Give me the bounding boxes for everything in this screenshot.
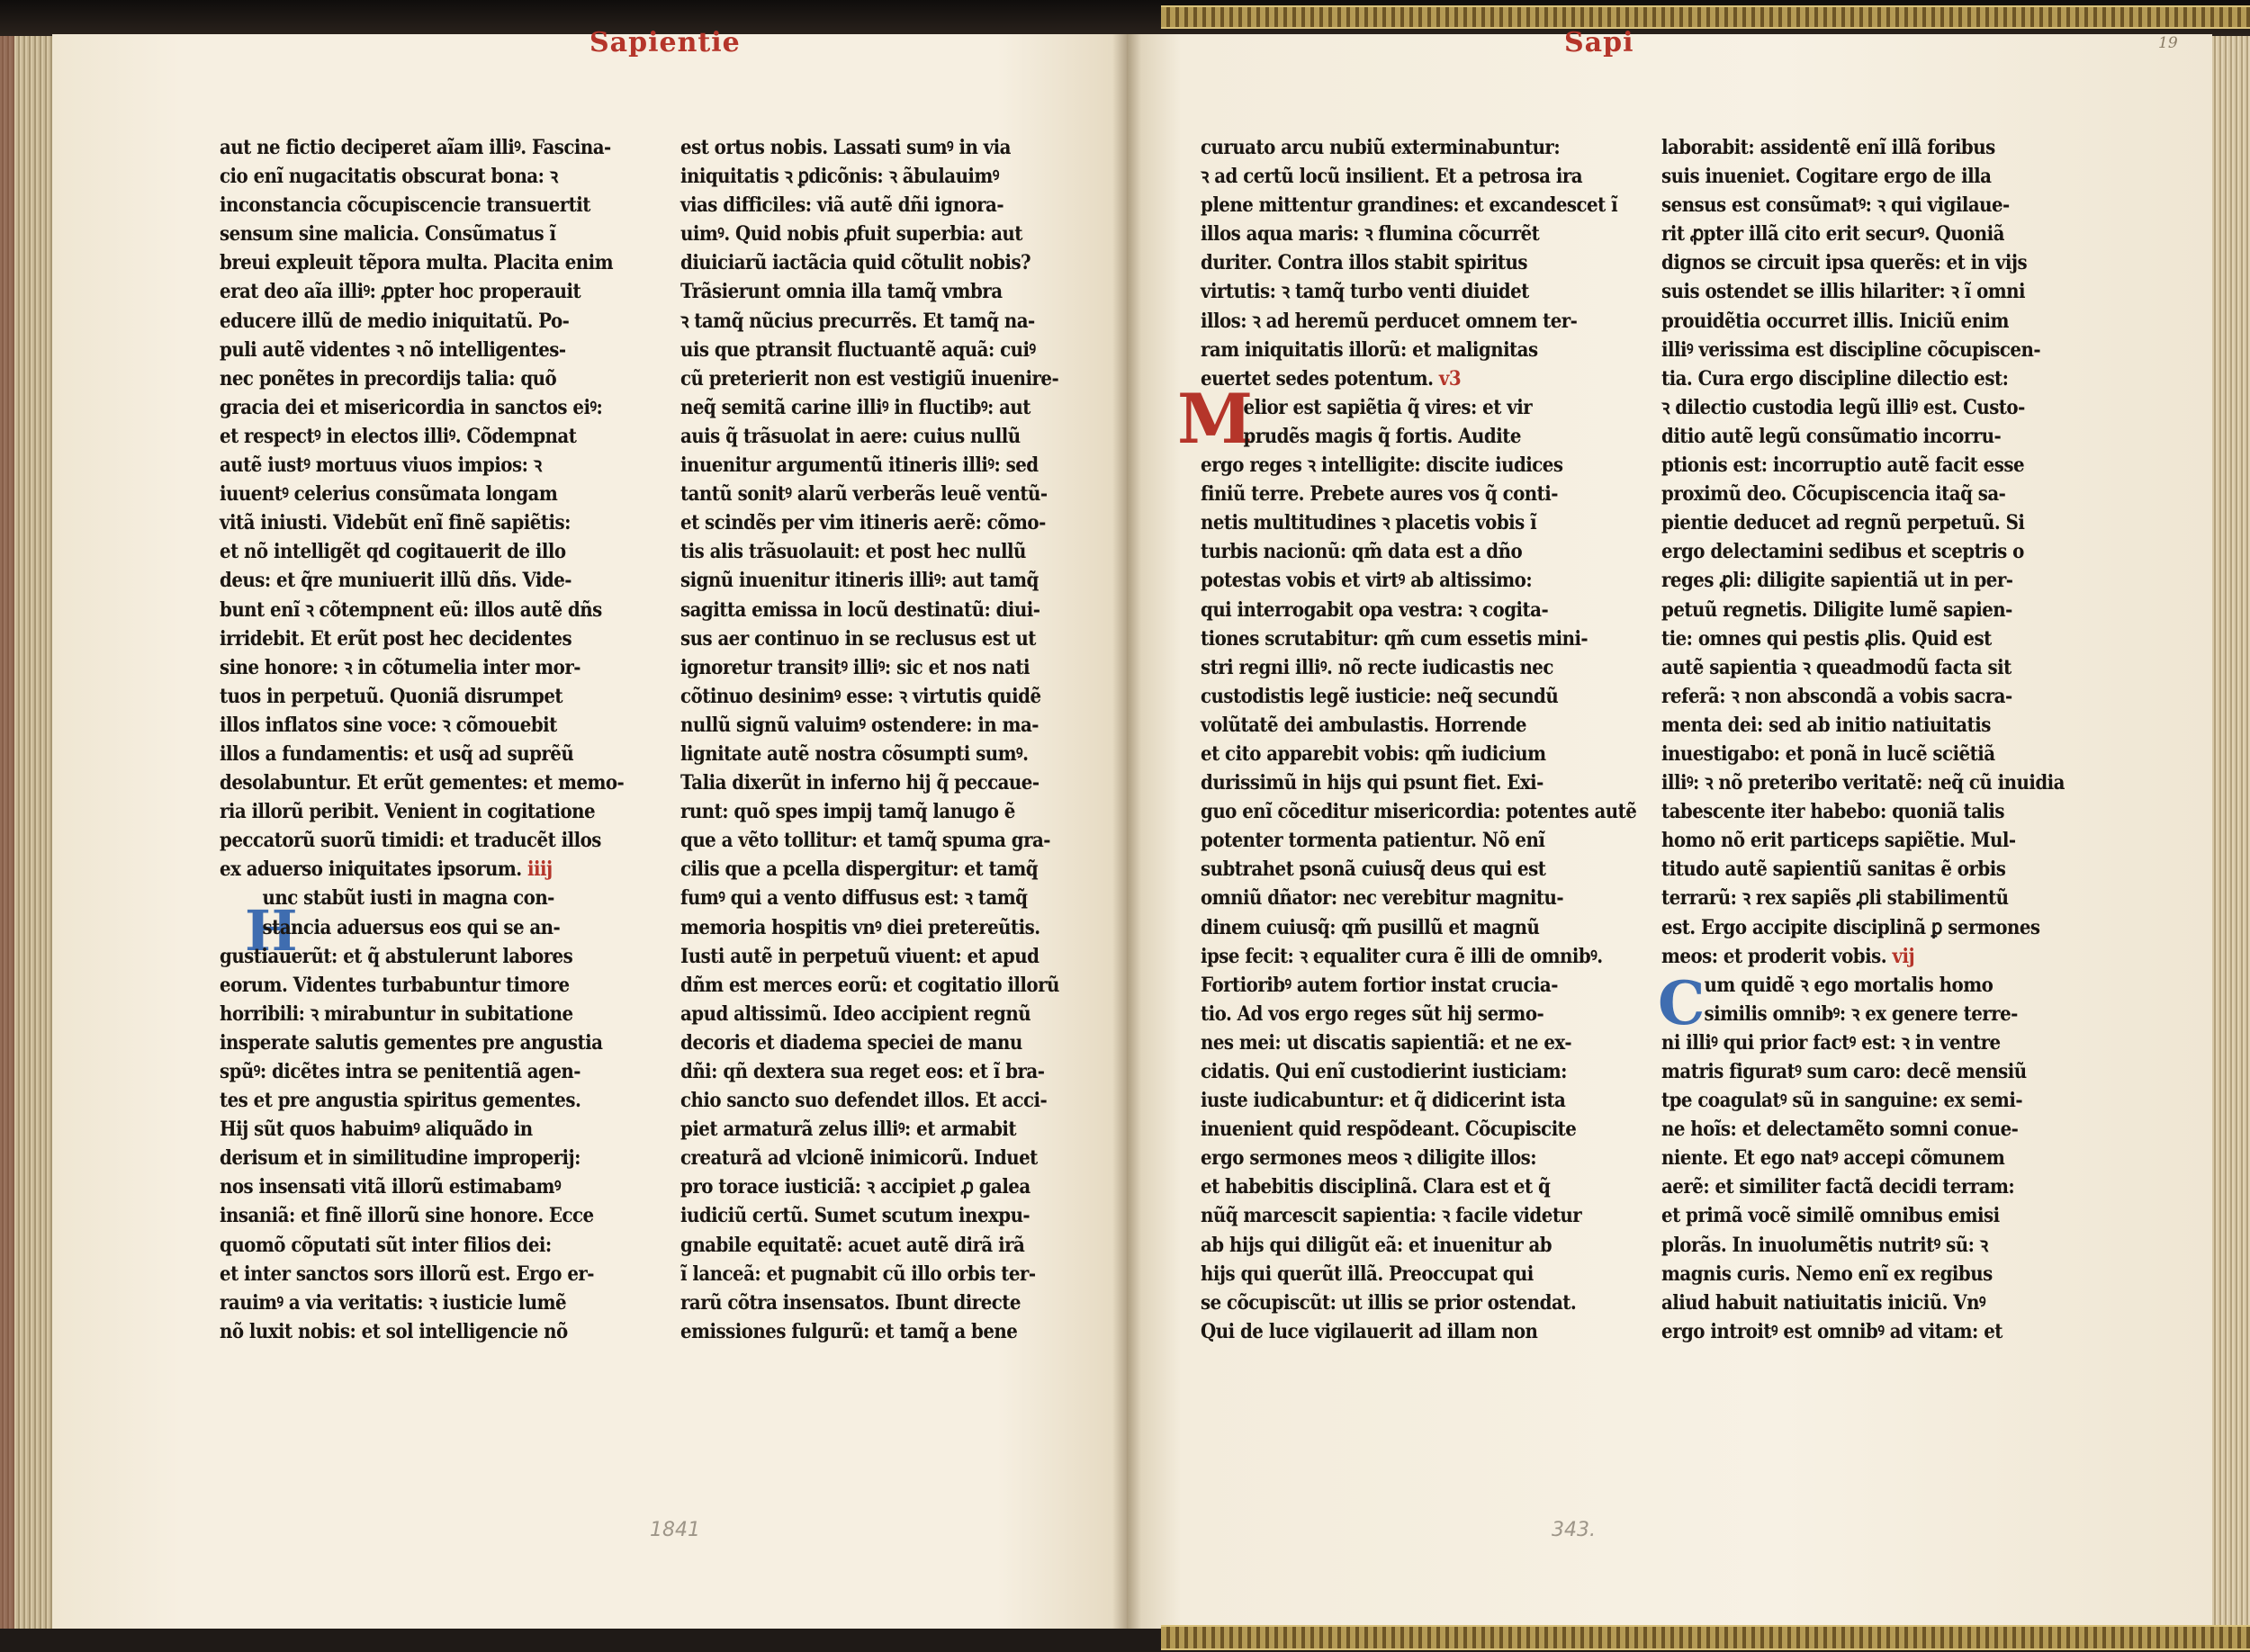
text-line: sagitta emissa in locũ destinatũ: diui- (680, 597, 1040, 622)
gilt-edge-bottom (1161, 1625, 2250, 1650)
text-column-4 (1661, 133, 2065, 1346)
text-line: tantũ sonitꝰ alarũ verberãs leuẽ ventũ- (680, 482, 1048, 507)
text-line: gnabile equitatẽ: acuet autẽ dirã irã (680, 1233, 1025, 1257)
text-line: nullũ signũ valuimꝰ ostendere: in ma- (680, 713, 1039, 737)
text-line: et scindẽs per vim itineris aerẽ: cõmo- (680, 511, 1046, 535)
text-line: reges ꝓli: diligite sapientiã ut in per- (1661, 569, 2013, 593)
text-line: sensus est consũmatꝰ: ꝛ qui vigilaue- (1661, 193, 2010, 218)
text-line: gracia dei et misericordia in sanctos eiꝰ: (220, 395, 603, 419)
text-line: diuiciarũ iactãcia quid cõtulit nobis? (680, 251, 1031, 275)
text-line: qui interrogabit opa vestra: ꝛ cogita- (1201, 597, 1549, 622)
text-line: autẽ iustꝰ mortuus viuos impios: ꝛ (220, 453, 542, 478)
text-line: cũ preterierit non est vestigiũ inuenire- (680, 366, 1059, 391)
text-line: dignos se circuit ipsa querẽs: et in vijs (1661, 251, 2028, 275)
text-line: insaniã: et finẽ illorũ sine honore. Ecce (220, 1204, 594, 1228)
text-line: runt: quõ spes impij tamq̃ lanugo ẽ (680, 800, 1015, 824)
text-line: fumꝰ qui a vento diffusus est: ꝛ tamq̃ (680, 886, 1028, 911)
text-line: omniũ dñator: nec verebitur magnitu- (1201, 886, 1564, 911)
text-line: vias difficiles: viã autẽ dñi ignora- (680, 193, 1004, 218)
text-line: inuenitur argumentũ itineris illiꝰ: sed (680, 453, 1039, 478)
text-line: hijs qui querũt illã. Preoccupat qui (1201, 1261, 1534, 1286)
text-line: insperate salutis gementes pre angustia (220, 1030, 603, 1055)
text-line: iuste iudicabuntur: et q̃ didicerint ista (1201, 1089, 1566, 1113)
text-line: eorum. Videntes turbabuntur timore (220, 973, 570, 997)
text-line: est. Ergo accipite disciplinã ꝑ sermones (1661, 915, 2040, 939)
text-line: laborabit: assidentẽ enĩ illã foribus (1661, 136, 1995, 159)
text-line: terrarũ: ꝛ rex sapiẽs ꝓli stabilimentũ (1661, 886, 2009, 911)
text-line: apud altissimũ. Ideo accipient regnũ (680, 1001, 1031, 1026)
running-head-right: Sapi (1564, 27, 1634, 58)
text-line: illiꝰ: ꝛ nõ preteribo veritatẽ: neq̃ cũ inuidia (1661, 771, 2065, 795)
text-line: curuato arcu nubiũ exterminabuntur: (1201, 136, 1561, 159)
text-line: ꝛ ad certũ locũ insilient. Et a petrosa ira (1201, 165, 1583, 189)
text-line: Qui de luce vigilauerit ad illam non (1201, 1319, 1538, 1343)
text-line: suis inueniet. Cogitare ergo de illa (1661, 165, 1992, 189)
text-line: et nõ intelligẽt qd cogitauerit de illo (220, 540, 566, 564)
text-line: memoria hospitis vnꝰ diei pretereũtis. (680, 915, 1040, 939)
text-line: menta dei: sed ab initio natiuitatis (1661, 713, 1991, 737)
text-line: ergo sermones meos ꝛ diligite illos: (1201, 1146, 1537, 1171)
text-line: um quidẽ ꝛ ego mortalis homo (1704, 973, 1994, 997)
text-line: Fortioribꝰ autem fortior instat crucia- (1201, 973, 1558, 997)
text-line: desolabuntur. Et erũt gementes: et memo- (220, 771, 625, 795)
text-line: et respectꝰ in electos illiꝰ. Cõdempnat (220, 424, 577, 448)
text-line: et cito apparebit vobis: qm̃ iudicium (1201, 741, 1546, 766)
book-gutter (1112, 34, 1141, 1629)
text-line: proximũ deo. Cõcupiscencia itaq̃ sa- (1661, 482, 2006, 507)
text-line: neq̃ semitã carine illiꝰ in fluctibꝰ: aut (680, 395, 1030, 419)
text-line: ni illiꝰ qui prior factꝰ est: ꝛ in ventre (1661, 1030, 2001, 1055)
text-line: erat deo aĩa illiꝰ: ꝓpter hoc properauit (220, 280, 581, 304)
text-line: niente. Et ego natꝰ accepi cõmunem (1661, 1146, 2005, 1171)
text-line: potenter tormenta patientur. Nõ enĩ (1201, 829, 1545, 853)
initial-c: C (1658, 968, 1706, 1038)
page-edges-left (0, 36, 56, 1629)
text-line: pro torace iusticiã: ꝛ accipiet ꝓ galea (680, 1175, 1030, 1199)
text-line: finiũ terre. Prebete aures vos q̃ conti- (1201, 482, 1558, 507)
text-line: ex aduerso iniquitates ipsorum. iiij (220, 857, 553, 882)
text-line: piet armaturã zelus illiꝰ: et armabit (680, 1118, 1017, 1142)
text-line: stri regni illiꝰ. nõ recte iudicastis nec (1201, 655, 1553, 679)
text-line: referã: ꝛ non abscondã a vobis sacra- (1661, 684, 2012, 708)
text-line: turbis nacionũ: qm̃ data est a dño (1201, 540, 1523, 564)
text-line: nes mei: ut discatis sapientiã: et ne ex- (1201, 1030, 1572, 1055)
text-line: plene mittentur grandines: et excandescet ĩ (1201, 193, 1618, 218)
text-line: tes et pre angustia spiritus gementes. (220, 1089, 581, 1113)
text-line: cidatis. Qui enĩ custodierint iusticiam: (1201, 1060, 1567, 1083)
text-line: nos insensati vitã illorũ estimabamꝰ (220, 1175, 562, 1199)
text-line: ram iniquitatis illorũ: et malignitas (1201, 337, 1538, 362)
text-line: auis q̃ trãsuolat in aere: cuius nullũ (680, 424, 1021, 448)
text-line: tabescente iter habebo: quoniã talis (1661, 800, 2005, 824)
text-line: inuenient quid respõdeant. Cõcupiscite (1201, 1118, 1577, 1142)
text-line: durissimũ in hijs qui psunt fiet. Exi- (1201, 771, 1544, 795)
text-line: rauimꝰ a via veritatis: ꝛ iusticie lumẽ (220, 1290, 567, 1315)
text-line: et primã vocẽ similẽ omnibus emisi (1661, 1204, 2000, 1228)
text-line: tia. Cura ergo discipline dilectio est: (1661, 366, 2009, 391)
text-line: similis omnibꝰ: ꝛ ex genere terre- (1704, 1001, 2018, 1026)
pencil-note-left: 1841 (650, 1519, 700, 1541)
text-line: dñi: qñ dextera sua reget eos: et ĩ bra- (680, 1060, 1045, 1083)
text-line: est ortus nobis. Lassati sumꝰ in via (680, 136, 1011, 159)
text-line: illos a fundamentis: et usq̃ ad suprẽũ (220, 741, 574, 766)
text-line: illos aqua maris: ꝛ flumina cõcurrẽt (1201, 222, 1540, 247)
text-line: chio sancto suo defendet illos. Et acci- (680, 1089, 1048, 1113)
text-line: netis multitudines ꝛ placetis vobis ĩ (1201, 511, 1537, 535)
text-line: volũtatẽ dei ambulastis. Horrende (1201, 713, 1527, 737)
chapter-number: vij (1892, 944, 1915, 968)
text-line: sensum sine malicia. Consũmatus ĩ (220, 222, 556, 247)
text-line: aut ne fictio deciperet aĩam illiꝰ. Fascina- (220, 136, 611, 159)
text-line: tpe coagulatꝰ sũ in sanguine: ex semi- (1661, 1089, 2023, 1113)
text-line: vitã iniusti. Videbũt enĩ finẽ sapiẽtis: (220, 511, 571, 535)
text-line: que a vẽto tollitur: et tamq̃ spuma gra- (680, 829, 1050, 853)
text-line: inuestigabo: et ponã in lucẽ sciẽtiã (1661, 741, 1995, 766)
text-line: homo nõ erit particeps sapiẽtie. Mul- (1661, 829, 2016, 853)
text-line: gustiauerũt: et q̃ abstulerunt labores (220, 944, 573, 968)
text-line: iuuentꝰ celerius consũmata longam (220, 482, 558, 507)
text-line: bunt enĩ ꝛ cõtempnent eũ: illos autẽ dñs (220, 597, 602, 622)
text-line: puli autẽ videntes ꝛ nõ intelligentes- (220, 337, 566, 362)
text-line: emissiones fulgurũ: et tamq̃ a bene (680, 1319, 1018, 1343)
text-line: ergo reges ꝛ intelligite: discite iudices (1201, 453, 1563, 478)
text-line: dñm est merces eorũ: et cogitatio illorũ (680, 973, 1059, 997)
text-column-2 (680, 133, 1058, 1346)
text-line: uimꝰ. Quid nobis ꝓfuit superbia: aut (680, 222, 1022, 247)
text-line: quomõ cõputati sũt inter filios dei: (220, 1233, 552, 1257)
text-line: cio enĩ nugacitatis obscurat bona: ꝛ (220, 165, 558, 189)
text-line: tis alis trãsuolauit: et post hec nullũ (680, 540, 1026, 564)
text-line: signũ inuenitur itineris illiꝰ: aut tamq̃ (680, 569, 1039, 593)
text-line: se cõcupiscũt: ut illis se prior ostendat. (1201, 1290, 1577, 1315)
text-line: decoris et diadema speciei de manu (680, 1030, 1022, 1055)
text-line: sine honore: ꝛ in cõtumelia inter mor- (220, 655, 580, 679)
text-line: tio. Ad vos ergo reges sũt hij sermo- (1201, 1001, 1544, 1026)
text-line: Iusti autẽ in perpetuũ viuent: et apud (680, 944, 1040, 968)
text-line: spũꝰ: dicẽtes intra se penitentiã agen- (220, 1060, 581, 1083)
text-line: illos: ꝛ ad heremũ perducet omnem ter- (1201, 309, 1578, 333)
text-line: cõtinuo desinimꝰ esse: ꝛ virtutis quidẽ (680, 684, 1041, 708)
text-line: illos inflatos sine voce: ꝛ cõmouebit (220, 713, 557, 737)
text-line: petuũ regnetis. Diligite lumẽ sapien- (1661, 597, 2012, 622)
text-line: euertet sedes potentum. v3 (1201, 366, 1462, 391)
text-line: ꝛ dilectio custodia legũ illiꝰ est. Custo- (1661, 395, 2025, 419)
text-line: peccatorũ suorũ timidi: et traducẽt illos (220, 829, 601, 853)
text-line: potestas vobis et virtꝰ ab altissimo: (1201, 569, 1533, 593)
text-line: ignoretur transitꝰ illiꝰ: sic et nos nati (680, 655, 1030, 679)
text-line: et habebitis disciplinã. Clara est et q̃ (1201, 1175, 1551, 1199)
text-line: custodistis legẽ iusticie: neq̃ secundũ (1201, 684, 1559, 708)
text-line: breui expleuit tẽpora multa. Placita enim (220, 251, 614, 275)
text-line: prudẽs magis q̃ fortis. Audite (1243, 424, 1521, 448)
text-line: pientie deducet ad regnũ perpetuũ. Si (1661, 511, 2025, 535)
text-line: ditio autẽ legũ consũmatio incorru- (1661, 424, 2002, 448)
text-line: dinem cuiusq̃: qm̃ pusillũ et magnũ (1201, 915, 1540, 939)
initial-h: H (245, 898, 298, 964)
chapter-number: v3 (1438, 366, 1462, 391)
text-line: unc stabũt iusti in magna con- (262, 886, 554, 911)
text-line: ꝛ tamq̃ nũcius precurrẽs. Et tamq̃ na- (680, 309, 1035, 333)
text-line: educere illũ de medio iniquitatũ. Po- (220, 309, 570, 333)
text-line: meos: et proderit vobis. vij (1661, 944, 1915, 968)
text-line: derisum et in similitudine improperij: (220, 1146, 580, 1171)
text-column-3 (1201, 133, 1637, 1346)
text-line: aliud habuit natiuitatis iniciũ. Vnꝰ (1661, 1290, 1986, 1315)
folio-number: 19 (2158, 34, 2178, 52)
text-line: ergo delectamini sedibus et sceptris o (1661, 540, 2024, 564)
text-line: duriter. Contra illos stabit spiritus (1201, 251, 1527, 275)
gilt-edge-top (1161, 5, 2250, 29)
text-line: horribili: ꝛ mirabuntur in subitatione (220, 1001, 573, 1026)
text-line: plorãs. In inuolumẽtis nutritꝰ sũ: ꝛ (1661, 1233, 1988, 1257)
text-line: guo enĩ cõceditur misericordia: potentes autẽ (1201, 800, 1637, 824)
text-line: nũq̃ marcescit sapientia: ꝛ facile videtur (1201, 1204, 1582, 1228)
text-line: stancia aduersus eos qui se an- (262, 915, 561, 939)
text-line: lignitate autẽ nostra cõsumpti sumꝰ. (680, 741, 1029, 766)
text-line: magnis curis. Nemo enĩ ex regibus (1661, 1261, 1993, 1286)
text-column-1 (220, 133, 625, 1346)
text-line: Trãsierunt omnia illa tamq̃ vmbra (680, 280, 1003, 304)
text-line: rit ꝓpter illã cito erit securꝰ. Quoniã (1661, 222, 2004, 247)
text-line: nõ luxit nobis: et sol intelligencie nõ (220, 1319, 568, 1343)
initial-m: M (1177, 379, 1254, 459)
text-line: tie: omnes qui pestis ꝓlis. Quid est (1661, 626, 1992, 651)
text-line: sus aer continuo in se reclusus est ut (680, 626, 1036, 651)
text-line: elior est sapiẽtia q̃ vires: et vir (1243, 395, 1533, 419)
text-line: Talia dixerũt in inferno hij q̃ peccaue- (680, 771, 1040, 795)
text-line: ab hijs qui diligũt eã: et inuenitur ab (1201, 1233, 1552, 1257)
text-line: tiones scrutabitur: qm̃ cum essetis mini- (1201, 626, 1588, 651)
text-line: rarũ cõtra insensatos. Ibunt directe (680, 1290, 1022, 1315)
page-edges-right (2212, 36, 2250, 1629)
text-line: iniquitatis ꝛ ꝑdicõnis: ꝛ ãbulauimꝰ (680, 165, 999, 189)
text-line: creaturã ad vlcionẽ inimicorũ. Induet (680, 1146, 1038, 1171)
text-line: ne hoĩs: et delectamẽto somni conue- (1661, 1118, 2019, 1142)
text-line: ria illorũ peribit. Venient in cogitatione (220, 800, 596, 824)
text-line: ergo introitꝰ est omnibꝰ ad vitam: et (1661, 1319, 2002, 1343)
text-line: ipse fecit: ꝛ equaliter cura ẽ illi de omnibꝰ. (1201, 944, 1603, 968)
text-line: subtrahet psonã cuiusq̃ deus qui est (1201, 857, 1546, 882)
text-line: Hij sũt quos habuimꝰ aliquãdo in (220, 1118, 533, 1142)
pencil-note-right: 343. (1552, 1519, 1596, 1541)
text-line: iudiciũ certũ. Sumet scutum inexpu- (680, 1204, 1030, 1228)
text-line: irridebit. Et erũt post hec decidentes (220, 626, 572, 651)
chapter-number: iiij (526, 857, 553, 882)
text-line: matris figuratꝰ sum caro: decẽ mensiũ (1661, 1060, 2027, 1083)
text-line: aerẽ: et similiter factã decidi terram: (1661, 1175, 2015, 1199)
text-line: et inter sanctos sors illorũ est. Ergo er- (220, 1261, 594, 1286)
text-line: deus: et q̃re muniuerit illũ dñs. Vide- (220, 569, 572, 593)
text-line: prouidẽtia occurret illis. Iniciũ enim (1661, 309, 2009, 333)
running-head-left: Sapientie (590, 27, 741, 58)
text-line: suis ostendet se illis hilariter: ꝛ ĩ omni (1661, 280, 2026, 304)
text-line: ĩ lanceã: et pugnabit cũ illo orbis ter- (680, 1261, 1036, 1286)
text-line: autẽ sapientia ꝛ queadmodũ facta sit (1661, 655, 2012, 679)
text-line: ptionis est: incorruptio autẽ facit esse (1661, 453, 2025, 478)
text-line: cilis que a pcella dispergitur: et tamq̃ (680, 857, 1039, 882)
text-line: virtutis: ꝛ tamq̃ turbo venti diuidet (1201, 280, 1529, 304)
text-line: inconstancia cõcupiscencie transuertit (220, 193, 590, 218)
text-line: titudo autẽ sapientiũ sanitas ẽ orbis (1661, 857, 2006, 882)
text-line: uis que ptransit fluctuantẽ aquã: cuiꝰ (680, 337, 1036, 362)
text-line: tuos in perpetuũ. Quoniã disrumpet (220, 684, 563, 708)
text-line: illiꝰ verissima est discipline cõcupiscen- (1661, 337, 2041, 362)
text-line: nec ponẽtes in precordijs talia: quõ (220, 366, 557, 391)
